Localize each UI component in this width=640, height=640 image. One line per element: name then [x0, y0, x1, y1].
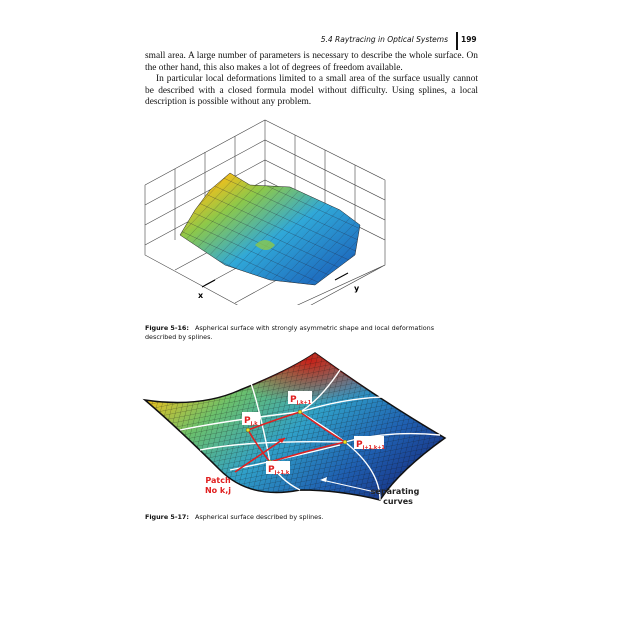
point-label-pjk1: $P_{j,k+1}$: [290, 395, 312, 406]
page-number: 199: [461, 35, 477, 44]
figure-5-16-surface-plot: [140, 115, 390, 305]
figure-label: Figure 5-17:: [145, 513, 189, 521]
point-label-pj1k1: $P_{j+1,k+1}$: [356, 440, 385, 451]
point-label-pj1k: $P_{j+1,k}$: [268, 465, 290, 476]
figure-5-17-caption: [145, 513, 445, 522]
paragraph: small area. A large number of parameters is necessary to describe the whole surface. On the other hand, this also makes a lot of degrees of freedom available.: [145, 51, 478, 73]
axis-y-label: y: [354, 284, 360, 293]
figure-5-17-spline-surface: [140, 350, 460, 515]
separating-curves-label: separating: [370, 487, 420, 496]
caption-text: Aspherical surface described by splines.: [194, 513, 324, 521]
separating-curves-label-2: curves: [383, 497, 413, 506]
figure-label: Figure 5-16:: [145, 324, 189, 332]
header-divider: [456, 32, 458, 50]
patch-label: Patch: [205, 476, 231, 485]
caption-text: Aspherical surface with strongly asymmetric shape and local deformations described by splines.: [145, 324, 435, 341]
figure-5-16-caption: [145, 324, 445, 342]
axis-x-label: x: [198, 291, 204, 300]
point-label-pjk: $P_{j,k}$: [244, 416, 258, 427]
patch-number-label: No k,j: [204, 486, 232, 495]
paragraph: In particular local deformations limited to a small area of the surface usually cannot be described with a closed formula model without difficulty. Using splines, a local description is possible without any problem.: [145, 74, 478, 108]
running-title: 5.4 Raytracing in Optical Systems: [320, 35, 448, 44]
body-text: [145, 51, 478, 109]
